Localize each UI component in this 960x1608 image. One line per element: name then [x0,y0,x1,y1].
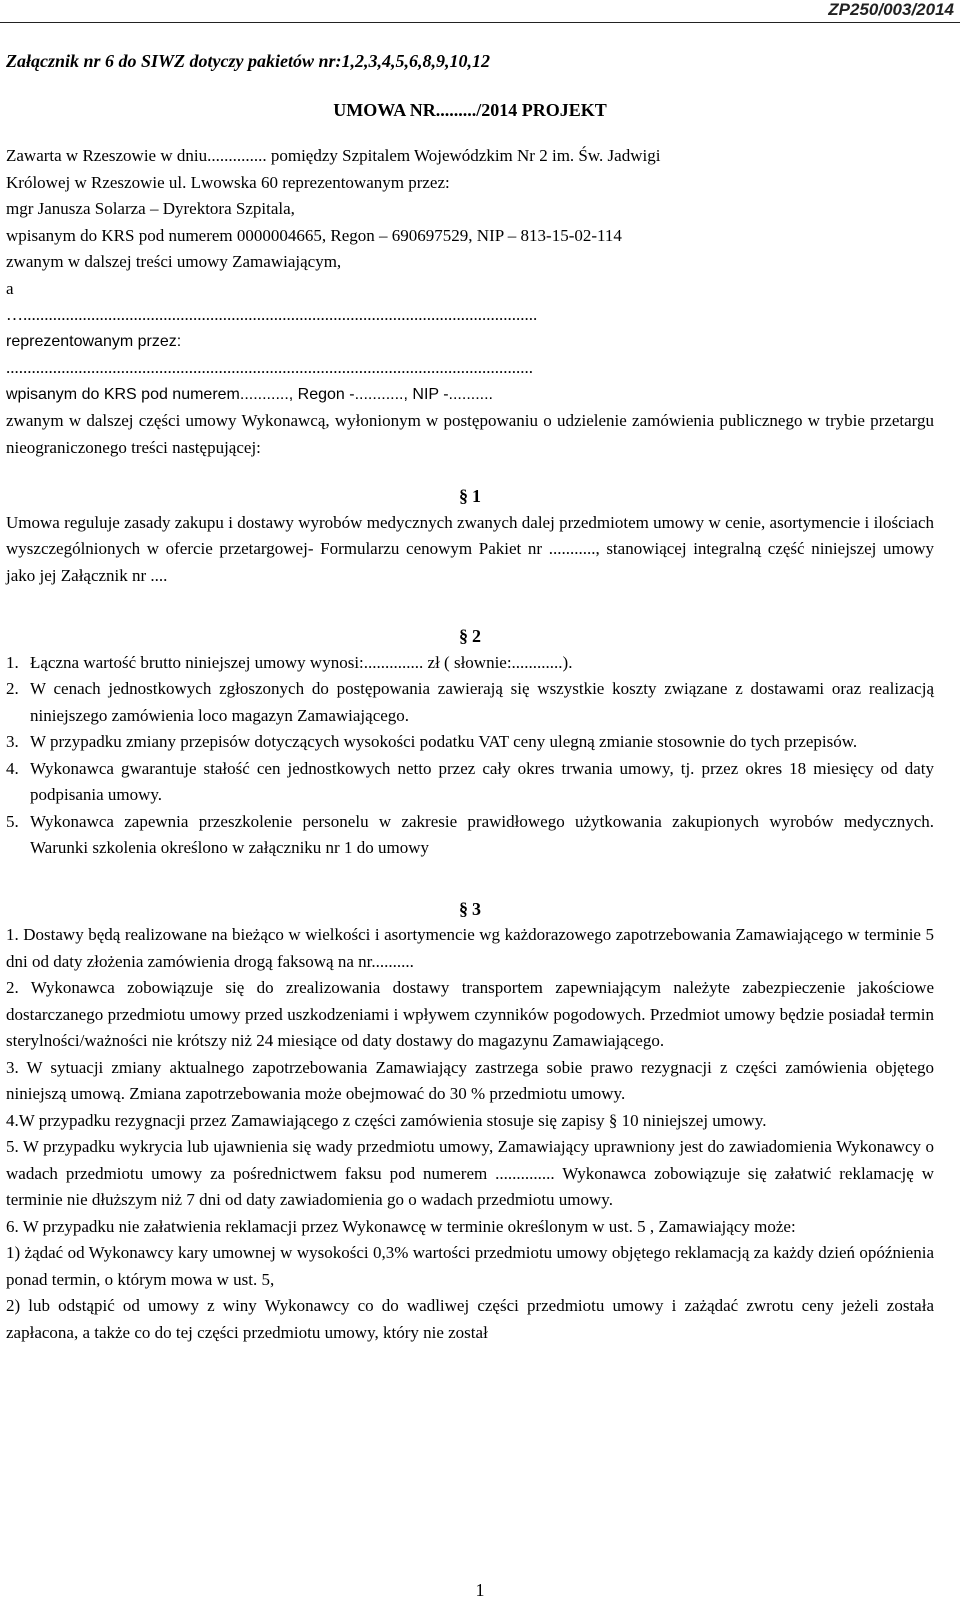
list-item [6,729,934,756]
section-heading-2 [6,623,934,650]
section-3-paragraph: 3. W sytuacji zmiany aktualnego zapotrzebowania Zamawiający zastrzega sobie prawo rezygnacji z części zamówienia objętego niniejszą umową. Zmiana zapotrzebowania może obejmować do 30 % przedmiotu umowy. [6,1057,934,1103]
section-3-paragraph: 6. W przypadku nie załatwienia reklamacji przez Wykonawcę w terminie określonym w ust. 5 , Zamawiający może: [6,1216,796,1236]
list-item-number: 2. [6,679,19,698]
section-number: 3 [472,898,481,919]
list-item [6,676,934,729]
contractor-rep-placeholder: ............................................................................................................................ [6,358,533,377]
intro-line: Królowej w Rzeszowie ul. Lwowska 60 reprezentowanym przez: [6,172,450,192]
intro-line: zwanym w dalszej treści umowy Zamawiającym, [6,252,342,271]
list-item-text: W przypadku zmiany przepisów dotyczących wysokości podatku VAT ceny ulegną zmianie stosownie do tych przepisów. [30,732,858,751]
list-item-text: W cenach jednostkowych zgłoszonych do postępowania zawierają się wszystkie koszty związane z dostawami oraz realizacją niniejszego zamówienia loco magazyn Zamawiającego. [30,679,934,725]
section-3-paragraph: 2. Wykonawca zobowiązuje się do zrealizowania dostawy transportem zapewniającym należyte zabezpieczenie jakościowe dostarczanego przedmiotu umowy przed uszkodzeniami i wpływem czynników pogodowych. Przedmiot umowy będzie posiadał termin sterylności/ważności nie krótszy niż 24 miesiące od daty dostawy do magazynu Zamawiającego. [6,978,934,1050]
section-3-paragraph: 1) żądać od Wykonawcy kary umownej w wysokości 0,3% wartości przedmiotu umowy objętego reklamacją za każdy dzień opóźnienia ponad termin, o którym mowa w ust. 5, [6,1243,934,1289]
list-item-text: Wykonawca gwarantuje stałość cen jednostkowych netto przez cały okres trwania umowy, tj. przez okres 18 miesięcy od daty podpisania umowy. [30,758,934,804]
section-3-paragraph: 5. W przypadku wykrycia lub ujawnienia się wady przedmiotu umowy, Zamawiający uprawniony jest do zawiadomienia Wykonawcy o wadach przedmiotu umowy za pośrednictwem faksu pod numerem .............. Wykonawca zobowiązuje się załatwić reklamację w terminie nie dłuższym niż 7 dni od daty zawiadomienia go o wadach przedmiotu umowy. [6,1137,934,1209]
section-3-paragraph: 1. Dostawy będą realizowane na bieżąco w wielkości i asortymencie wg każdorazowego zapotrzebowania Zamawiającego w terminie 5 dni od daty złożenia zamówienia drogą faksową na nr.......... [6,925,934,971]
section-3-paragraph: 4.W przypadku rezygnacji przez Zamawiającego z części zamówienia stosuje się zapisy § 10 niniejszej umowy. [6,1110,767,1130]
section-sign-icon: § [459,626,468,646]
intro-line: wpisanym do KRS pod numerem..........., Regon -..........., NIP -.......... [6,385,493,403]
list-item [6,756,934,809]
contractor-name-placeholder: …......................................................................................................................... [6,305,538,324]
list-item-number: 3. [6,732,19,751]
document-body [6,48,934,1346]
contract-title: UMOWA NR........./2014 PROJEKT [333,99,607,120]
section-3-paragraph: 2) lub odstąpić od umowy z winy Wykonawcy co do wadliwej części przedmiotu umowy i zażądać zwrotu ceny jeżeli została zapłacona, a także co do tej części przedmiotu umowy, który nie został [6,1296,934,1342]
section-2-list [6,650,934,862]
intro-line: wpisanym do KRS pod numerem 0000004665, Regon – 690697529, NIP – 813-15-02-114 [6,225,622,245]
page-number: 1 [475,1580,485,1600]
section-heading-3 [6,896,934,923]
list-item-text: Łączna wartość brutto niniejszej umowy wynosi:.............. zł ( słownie:............). [30,652,573,672]
intro-line: zwanym w dalszej części umowy Wykonawcą, wyłonionym w postępowaniu o udzielenie zamówienia publicznego w trybie przetargu nieograniczonego treści następującej: [6,411,934,457]
section-number: 1 [472,486,481,506]
list-item-number: 4. [6,758,19,778]
section-heading-1 [6,483,934,510]
intro-line: Zawarta w Rzeszowie w dniu.............. pomiędzy Szpitalem Wojewódzkim Nr 2 im. Św. Jadwigi [6,146,661,165]
contract-parties [6,143,934,461]
header-rule [0,22,960,23]
list-item [6,650,934,677]
list-item [6,809,934,862]
list-item-number: 1. [6,652,19,672]
section-sign-icon: § [459,898,468,919]
document-reference: ZP250/003/2014 [828,0,954,19]
section-sign-icon: § [459,486,468,506]
intro-line: mgr Janusza Solarza – Dyrektora Szpitala, [6,199,295,218]
intro-line: reprezentowanym przez: [6,332,182,350]
list-item-number: 5. [6,811,19,831]
attachment-heading: Załącznik nr 6 do SIWZ dotyczy pakietów nr:1,2,3,4,5,6,8,9,10,12 [6,51,491,71]
list-item-text: Wykonawca zapewnia przeszkolenie personelu w zakresie prawidłowego użytkowania zakupionych wyrobów medycznych. Warunki szkolenia określono w załączniku nr 1 do umowy [30,811,934,857]
intro-line: a [6,278,14,298]
section-1-text: Umowa reguluje zasady zakupu i dostawy wyrobów medycznych zwanych dalej przedmiotem umowy w cenie, asortymencie i ilościach wyszczególnionych w ofercie przetargowej- Formularzu cenowym Pakiet nr ..........., stanowiącej integralną część niniejszej umowy jako jej Załącznik nr .... [6,512,934,585]
section-number: 2 [472,626,481,646]
